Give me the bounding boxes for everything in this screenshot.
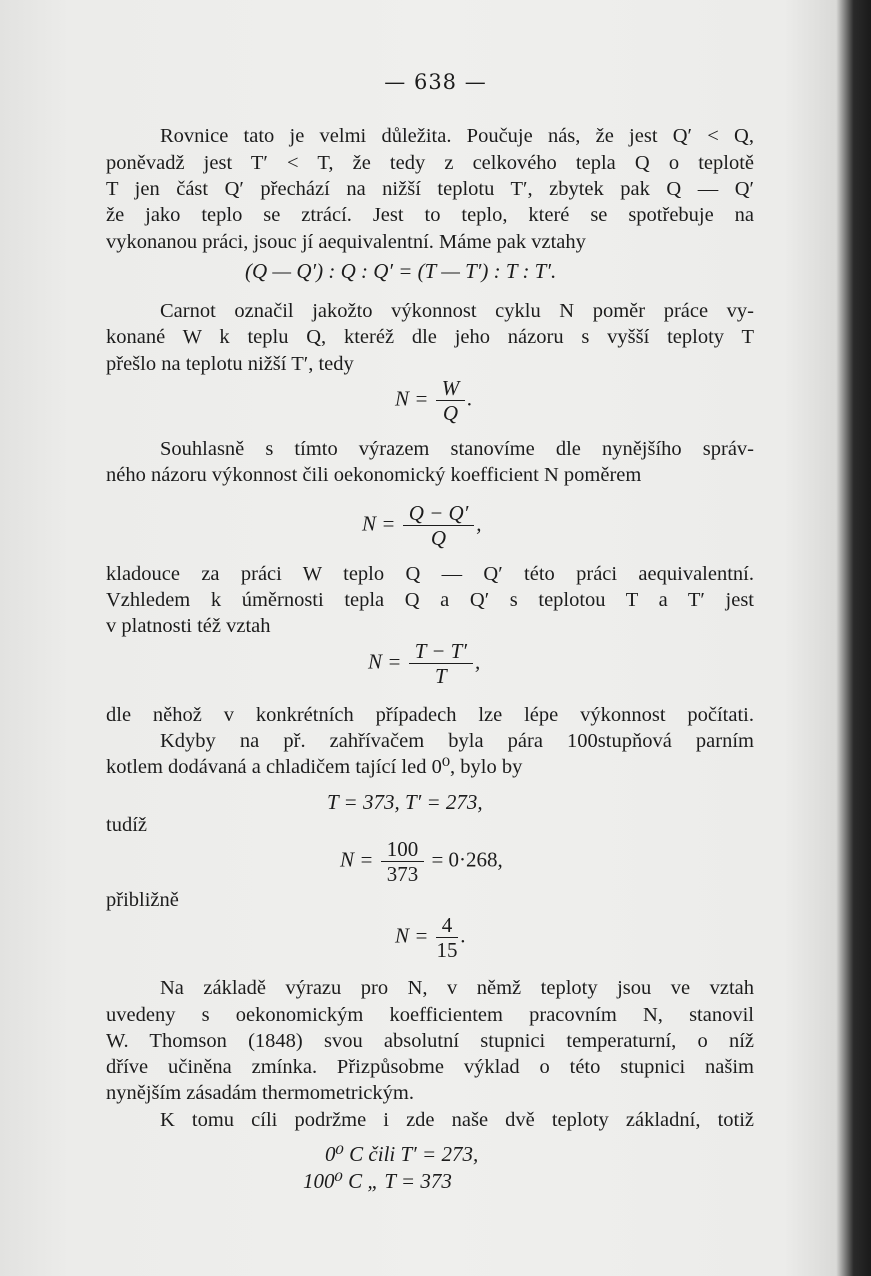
text-line: Souhlasně s tímto výrazem stanovíme dle nynějšího správ- — [160, 438, 754, 460]
eq-lhs: N = — [368, 649, 402, 674]
denominator: T — [434, 664, 447, 688]
numerator: Q − Q′ — [403, 501, 475, 526]
fraction — [381, 837, 425, 886]
denominator: Q — [430, 526, 447, 550]
text-line: T jen část Q′ přechází na nižší teplotu T′, zbytek pak Q — Q′ — [106, 178, 754, 200]
equation-approx-efficiency — [395, 913, 465, 962]
numerator: 4 — [436, 913, 459, 938]
denominator: Q — [442, 401, 459, 425]
text-line: že jako teplo se ztrácí. Jest to teplo, které se spotřebuje na — [106, 204, 754, 226]
eq-tail: . — [460, 923, 466, 948]
equation-proportion: (Q — Q′) : Q : Q′ = (T — T′) : T : T′. — [245, 259, 557, 283]
text-line: uvedeny s oekonomickým koefficientem pracovním N, stanovil — [106, 1004, 754, 1026]
eq-lhs: N = — [395, 386, 429, 411]
denominator: 373 — [386, 862, 419, 886]
text-line: kotlem dodávaná a chladičem tající led 0⁰, bylo by — [106, 756, 523, 778]
eq-tail: = 0·268, — [431, 847, 503, 872]
equation-efficiency-temperature — [368, 639, 480, 688]
numerator: T − T′ — [409, 639, 473, 664]
text-line: Vzhledem k úměrnosti tepla Q a Q′ s teplotou T a T′ jest — [106, 589, 754, 611]
text-line: Carnot označil jakožto výkonnost cyklu N poměr práce vy- — [160, 300, 754, 322]
text-line: přibližně — [106, 889, 179, 911]
text-line: konané W k teplu Q, kteréž dle jeho názoru s vyšší teploty T — [106, 326, 754, 348]
fraction — [409, 639, 473, 688]
text-line: ného názoru výkonnost čili oekonomický koefficient N poměrem — [106, 464, 642, 486]
equation-base-temperature-0: 0⁰ C čili T′ = 273, — [325, 1142, 479, 1166]
numerator: 100 — [381, 837, 425, 862]
eq-tail: , — [476, 511, 482, 536]
denominator: 15 — [436, 938, 458, 962]
page-number: — 638 — — [384, 70, 487, 94]
fraction — [436, 913, 459, 962]
numerator: W — [436, 376, 466, 401]
text-line: dle něhož v konkrétních případech lze lépe výkonnost počítati. — [106, 704, 754, 726]
text-line: W. Thomson (1848) svou absolutní stupnici temperaturní, o níž — [106, 1030, 754, 1052]
text-line: nynějším zásadám thermometrickým. — [106, 1082, 414, 1104]
text-line: vykonanou práci, jsouc jí aequivalentní. Máme pak vztahy — [106, 231, 586, 253]
eq-tail: . — [467, 386, 473, 411]
eq-lhs: N = — [395, 923, 429, 948]
text-line: poněvadž jest T′ < T, že tedy z celkového tepla Q o teplotě — [106, 152, 754, 174]
equation-numeric-efficiency — [340, 837, 503, 886]
fraction — [403, 501, 475, 550]
text-line: kladouce za práci W teplo Q — Q′ této práci aequivalentní. — [106, 563, 754, 585]
text-line: v platnosti též vztah — [106, 615, 271, 637]
equation-base-temperature-100: 100⁰ C „ T = 373 — [303, 1169, 452, 1193]
text-line: dříve učiněna zmínka. Přizpůsobme výklad o této stupnici našim — [106, 1056, 754, 1078]
text-line: Na základě výrazu pro N, v němž teploty jsou ve vztah — [160, 977, 754, 999]
equation-temperatures: T = 373, T′ = 273, — [327, 790, 483, 814]
eq-tail: , — [474, 649, 481, 674]
text-line: přešlo na teplotu nižší T′, tedy — [106, 353, 354, 375]
eq-lhs: N = — [362, 511, 396, 536]
eq-lhs: N = — [340, 847, 374, 872]
equation-efficiency-carnot — [395, 376, 472, 425]
text-line: Kdyby na př. zahřívačem byla pára 100stupňová parním — [160, 730, 754, 752]
text-line: Rovnice tato je velmi důležita. Poučuje nás, že jest Q′ < Q, — [160, 125, 754, 147]
fraction — [436, 376, 466, 425]
text-line: K tomu cíli podržme i zde naše dvě teploty základní, totiž — [160, 1109, 754, 1131]
text-line: tudíž — [106, 814, 147, 836]
equation-efficiency-heat — [362, 501, 482, 550]
